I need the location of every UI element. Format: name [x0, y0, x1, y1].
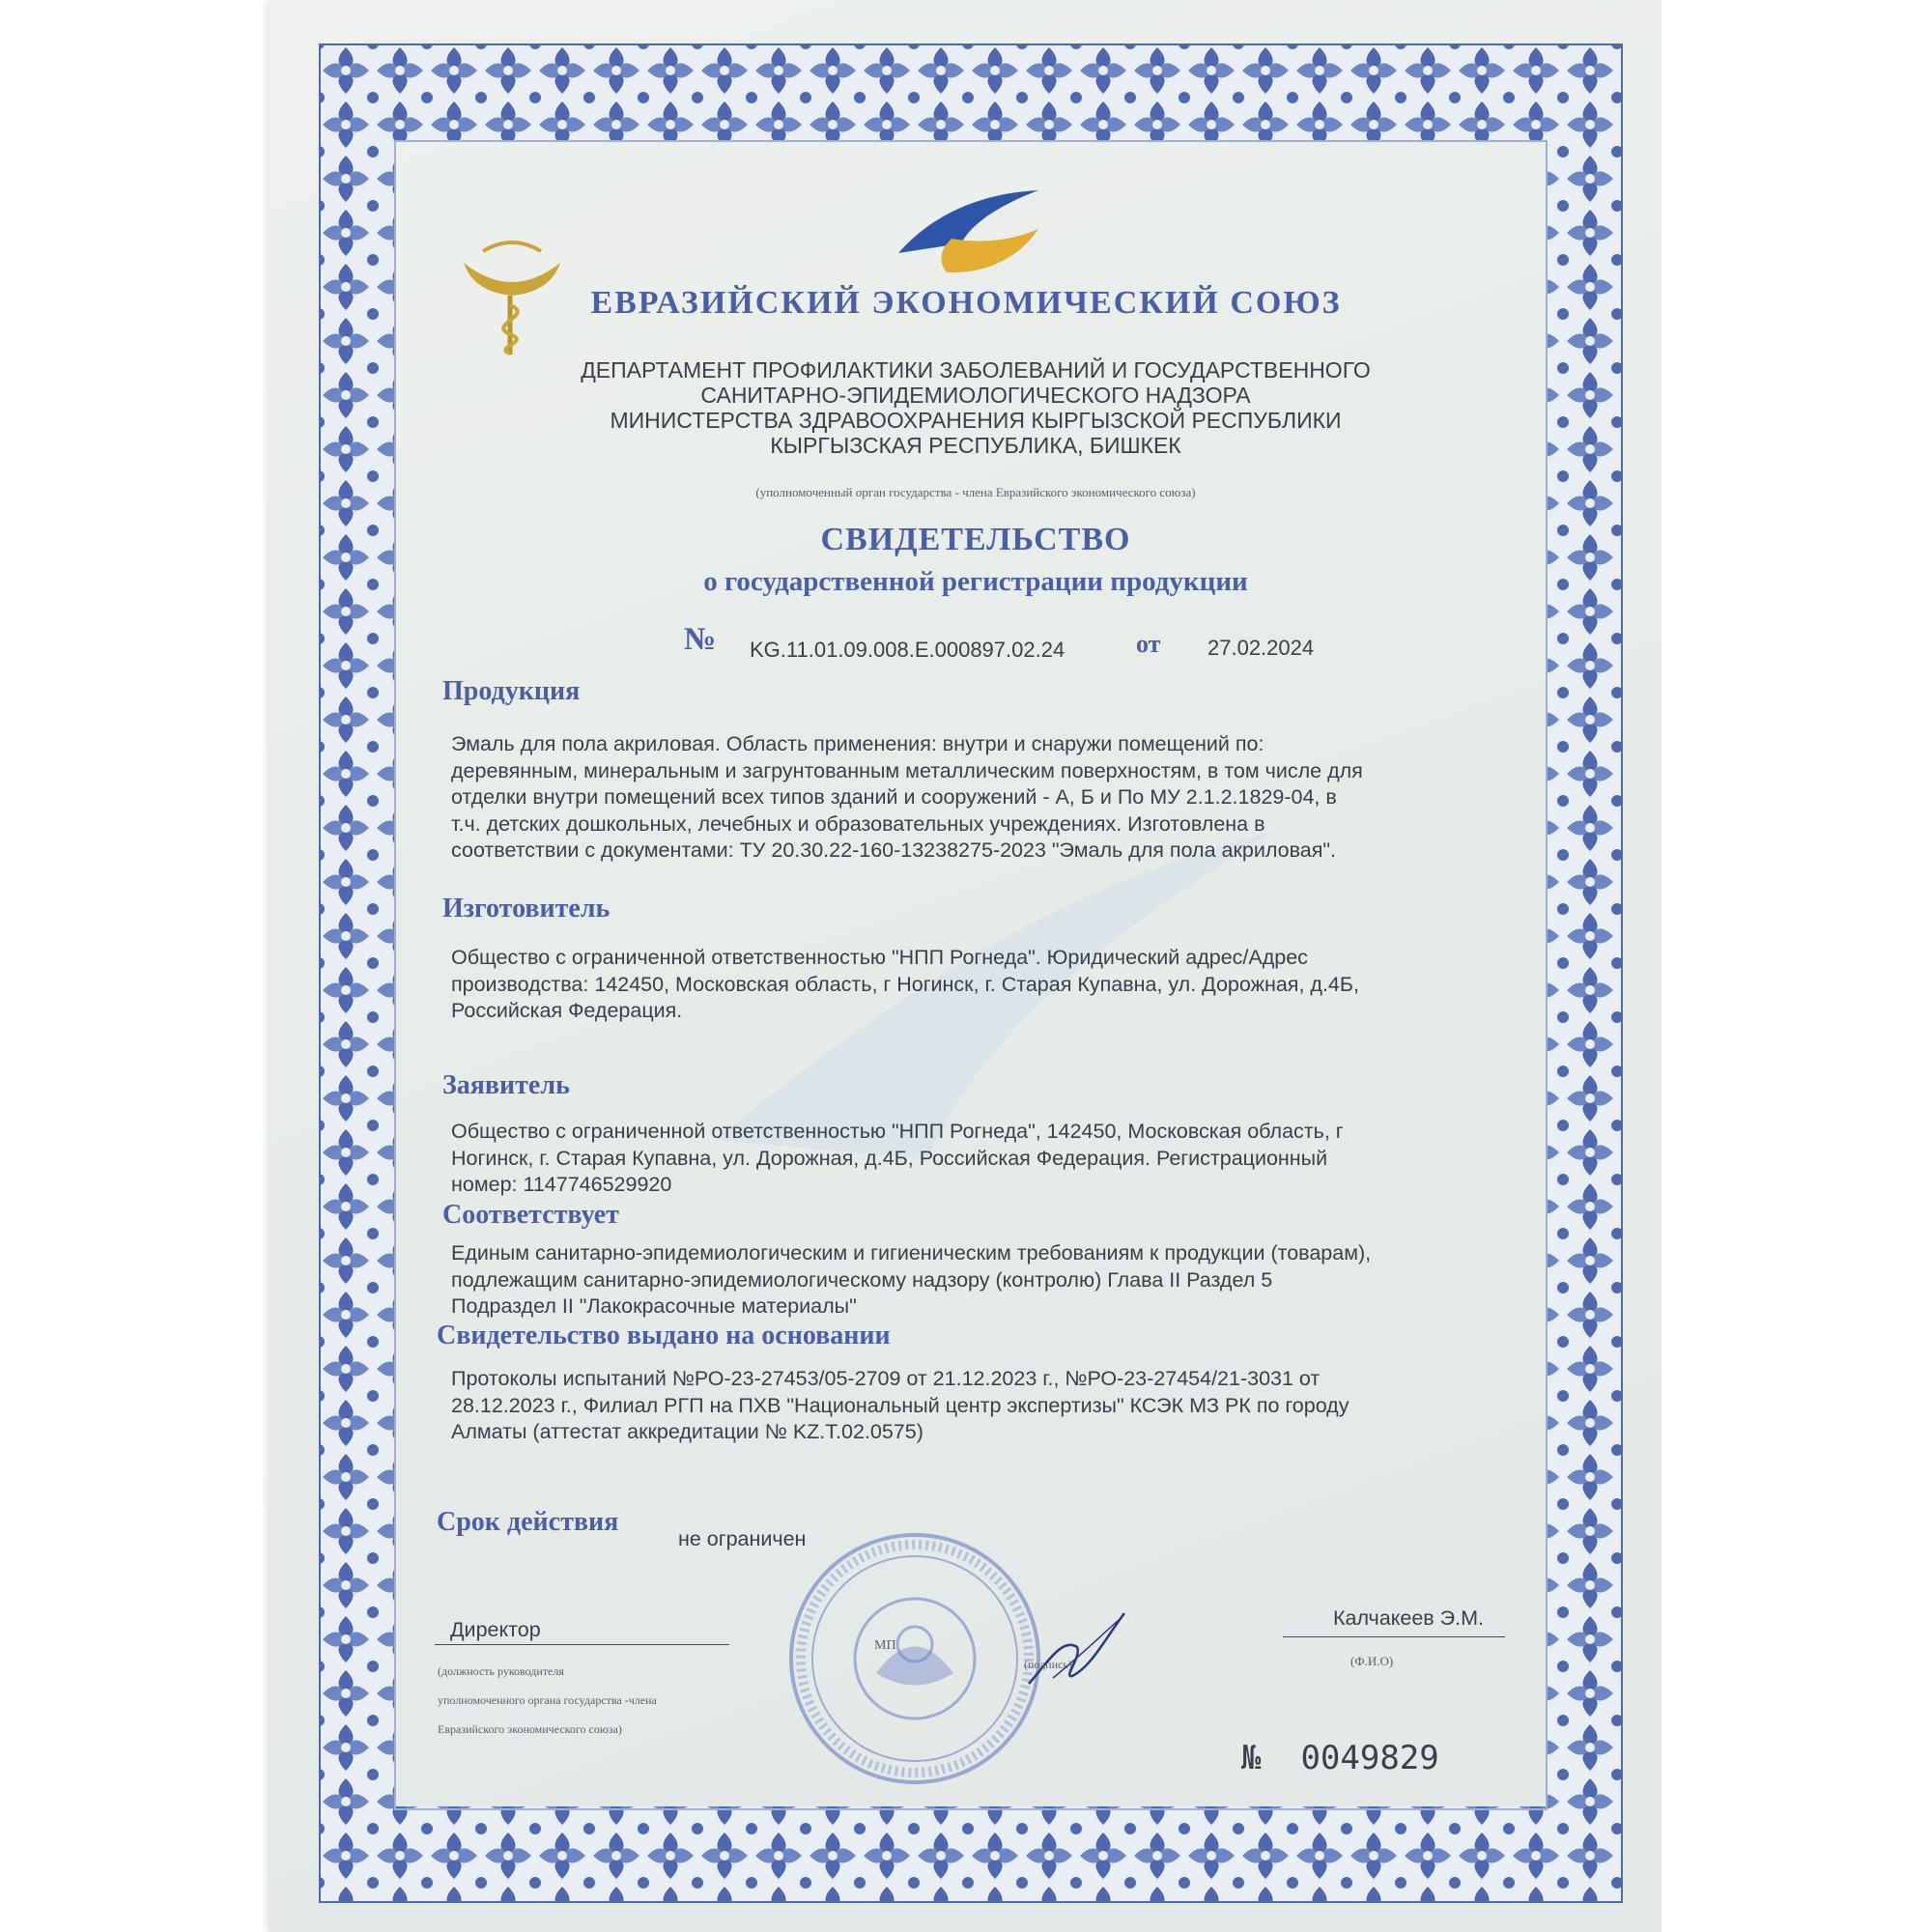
- director-name: Калчакеев Э.М.: [1333, 1606, 1484, 1630]
- product-line-4: т.ч. детских дошкольных, лечебных и образовательных учреждениях. Изготовлена в: [451, 811, 1265, 836]
- date-prefix: от: [1136, 630, 1161, 658]
- signature-note: (подпись): [1024, 1658, 1072, 1671]
- applicant-line-2: Ногинск, г. Старая Купавна, ул. Дорожная, д.4Б, Российская Федерация. Регистрационный: [451, 1146, 1328, 1170]
- product-line-3: отделки внутри помещений всех типов зданий и сооружений - А, Б и По МУ 2.1.2.1829-04, в: [451, 785, 1337, 809]
- conforms-line-1: Единым санитарно-эпидемиологическим и гигиеническим требованиям к продукции (товарам),: [451, 1241, 1372, 1264]
- product-line-1: Эмаль для пола акриловая. Область применения: внутри и снаружи помещений по:: [451, 732, 1264, 755]
- serial-sign: №: [1241, 1739, 1262, 1777]
- dept-line-1: ДЕПАРТАМЕНТ ПРОФИЛАКТИКИ ЗАБОЛЕВАНИЙ И ГОСУДАРСТВЕННОГО: [581, 357, 1371, 383]
- basis-line-2: 28.12.2023 г., Филиал РГП на ПХВ "Национальный центр экспертизы" КСЭК МЗ РК по городу: [451, 1393, 1350, 1417]
- official-stamp: [784, 1528, 1045, 1789]
- applicant-text: [451, 1119, 1514, 1199]
- validity-value: не ограничен: [678, 1527, 807, 1550]
- conforms-line-3: Подраздел II "Лакокрасочные материалы": [451, 1294, 857, 1318]
- conforms-line-2: подлежащим санитарно-эпидемиологическому надзору (контролю) Глава II Раздел 5: [451, 1267, 1273, 1292]
- basis-line-3: Алматы (аттестат аккредитации № KZ.T.02.0575): [451, 1420, 923, 1443]
- dept-line-4: КЫРГЫЗСКАЯ РЕСПУБЛИКА, БИШКЕК: [770, 433, 1181, 458]
- basis-line-1: Протоколы испытаний №РО-23-27453/05-2709 от 21.12.2023 г., №РО-23-27454/21-3031 от: [451, 1367, 1321, 1390]
- position-note-line-1: (должность руководителя: [438, 1664, 564, 1678]
- product-line-5: соответствии с документами: ТУ 20.30.22-160-13238275-2023 "Эмаль для пола акриловая".: [451, 838, 1336, 862]
- applicant-line-3: номер: 1147746529920: [451, 1173, 672, 1196]
- serial-digits: 0049829: [1300, 1739, 1439, 1777]
- position-note: [438, 1657, 657, 1744]
- basis-heading: Свидетельство выдано на основании: [437, 1321, 891, 1350]
- product-line-2: деревянным, минеральным и загрунтованным металлическим поверхностям, в том числе для: [451, 758, 1363, 782]
- conforms-heading: Соответствует: [442, 1200, 619, 1230]
- manufacturer-heading: Изготовитель: [442, 894, 611, 923]
- basis-text: [451, 1366, 1514, 1446]
- applicant-line-1: Общество с ограниченной ответственностью "НПП Рогнеда", 142450, Московская область, г: [451, 1120, 1344, 1143]
- certificate-date: 27.02.2024: [1208, 636, 1315, 660]
- certificate-subtitle: о государственной регистрации продукции: [703, 566, 1248, 597]
- union-title: ЕВРАЗИЙСКИЙ ЭКОНОМИЧЕСКИЙ СОЮЗ: [590, 285, 1342, 321]
- validity-heading: Срок действия: [437, 1507, 619, 1537]
- product-text: [451, 731, 1514, 865]
- serial-number: [1241, 1739, 1439, 1777]
- name-note: (Ф.И.О): [1350, 1654, 1394, 1668]
- name-underline: [1283, 1636, 1505, 1637]
- certificate-number: KG.11.01.09.008.Е.000897.02.24: [750, 638, 1065, 662]
- authority-note: (уполномоченный орган государства - члена Евразийского экономического союза): [755, 485, 1196, 499]
- director-label: Директор: [450, 1618, 541, 1641]
- eaeu-logo-icon: [894, 185, 1048, 282]
- department-block: [454, 357, 1497, 458]
- conforms-text: [451, 1240, 1514, 1321]
- number-sign: №: [684, 622, 717, 657]
- stamp-mp-label: МП: [874, 1638, 896, 1653]
- position-note-line-3: Евразийского экономического союза): [438, 1722, 622, 1736]
- product-heading: Продукция: [442, 676, 581, 706]
- manufacturer-line-1: Общество с ограниченной ответственностью "НПП Рогнеда". Юридический адрес/Адрес: [451, 946, 1308, 969]
- position-note-line-2: уполномоченного органа государства -члена: [438, 1693, 657, 1707]
- dept-line-2: САНИТАРНО-ЭПИДЕМИОЛОГИЧЕСКОГО НАДЗОРА: [700, 383, 1251, 408]
- certificate-title: СВИДЕТЕЛЬСТВО: [820, 522, 1131, 557]
- applicant-heading: Заявитель: [442, 1070, 570, 1100]
- manufacturer-text: [451, 945, 1514, 1025]
- director-underline: [435, 1644, 729, 1645]
- manufacturer-line-3: Российская Федерация.: [451, 999, 683, 1022]
- manufacturer-line-2: производства: 142450, Московская область, г Ногинск, г. Старая Купавна, ул. Дорожная, д.4Б,: [451, 972, 1359, 996]
- handwritten-signature: [1024, 1608, 1130, 1690]
- dept-line-3: МИНИСТЕРСТВА ЗДРАВООХРАНЕНИЯ КЫРГЫЗСКОЙ РЕСПУБЛИКИ: [610, 408, 1342, 433]
